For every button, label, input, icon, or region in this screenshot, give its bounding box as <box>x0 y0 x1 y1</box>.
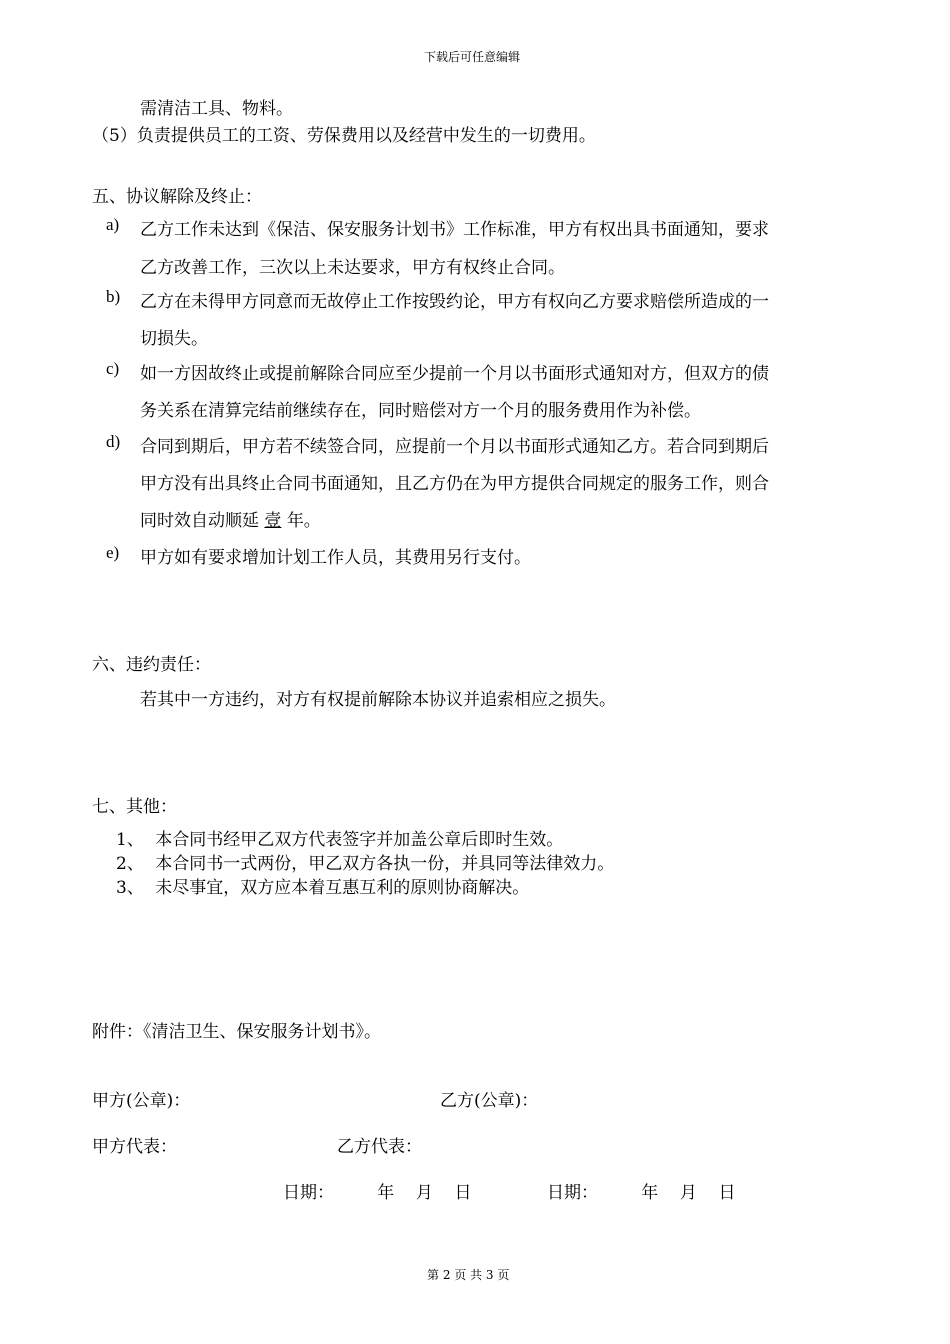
item-c-line1: 如一方因故终止或提前解除合同应至少提前一个月以书面形式通知对方，但双方的债 <box>140 364 769 384</box>
item-d-line3 <box>140 506 321 531</box>
list-number: 3、 <box>116 878 144 898</box>
item-b-line1: 乙方在未得甲方同意而无故停止工作按毁约论，甲方有权向乙方要求赔偿所造成的一 <box>140 292 769 312</box>
list-number: 2、 <box>116 854 144 874</box>
item-label-e: e) <box>106 543 120 562</box>
date-a-text: 日期： 年 月 日 <box>283 1183 472 1203</box>
party-b-rep-label: 乙方代表： <box>337 1137 422 1157</box>
item-label-a: a) <box>106 215 120 234</box>
section7-item-3 <box>116 873 529 898</box>
page-header-note: 下载后可任意编辑 <box>424 50 521 64</box>
date-a-line <box>283 1178 471 1203</box>
item-d-line1: 合同到期后，甲方若不续签合同，应提前一个月以书面形式通知乙方。若合同到期后 <box>140 437 769 457</box>
section6-title: 六、违约责任： <box>92 655 211 675</box>
section4-line: 需清洁工具、物料。 <box>140 99 293 119</box>
item-d-line3-prefix: 同时效自动顺延 <box>140 511 259 531</box>
list-number: 1、 <box>116 830 144 850</box>
item-d-line3-suffix: 年。 <box>286 511 321 531</box>
item-label-d: d) <box>106 432 121 451</box>
date-b-text: 日期： 年 月 日 <box>547 1183 736 1203</box>
date-b-line <box>547 1178 735 1203</box>
item-label-c: c) <box>106 359 120 378</box>
section6-text: 若其中一方违约，对方有权提前解除本协议并追索相应之损失。 <box>140 690 616 710</box>
item-b-line2: 切损失。 <box>140 329 208 349</box>
item-a-line2: 乙方改善工作，三次以上未达要求，甲方有权终止合同。 <box>140 258 565 278</box>
section4-item-5: （5）负责提供员工的工资、劳保费用以及经营中发生的一切费用。 <box>92 126 596 146</box>
section7-item-2 <box>116 849 614 874</box>
party-a-rep-label: 甲方代表： <box>92 1137 177 1157</box>
section5-title: 五、协议解除及终止： <box>92 187 262 207</box>
party-a-seal-label: 甲方(公章)： <box>92 1091 191 1111</box>
item-c-line2: 务关系在清算完结前继续存在，同时赔偿对方一个月的服务费用作为补偿。 <box>140 401 701 421</box>
item-a-line1: 乙方工作未达到《保洁、保安服务计划书》工作标准，甲方有权出具书面通知，要求 <box>140 220 769 240</box>
attachment-line: 附件：《清洁卫生、保安服务计划书》。 <box>92 1022 381 1042</box>
renewal-term-value: 壹 <box>264 511 282 531</box>
item-d-line2: 甲方没有出具终止合同书面通知，且乙方仍在为甲方提供合同规定的服务工作，则合 <box>140 474 769 494</box>
list-text: 本合同书一式两份，甲乙双方各执一份，并具同等法律效力。 <box>155 854 615 874</box>
page-number-footer: 第 2 页 共 3 页 <box>427 1268 510 1282</box>
section7-item-1 <box>116 825 563 850</box>
list-text: 未尽事宜，双方应本着互惠互利的原则协商解决。 <box>155 878 530 898</box>
list-text: 本合同书经甲乙双方代表签字并加盖公章后即时生效。 <box>155 830 564 850</box>
item-label-b: b) <box>106 287 121 306</box>
item-e-line1: 甲方如有要求增加计划工作人员，其费用另行支付。 <box>140 548 531 568</box>
section7-title: 七、其他： <box>92 797 177 817</box>
party-b-seal-label: 乙方(公章)： <box>440 1091 539 1111</box>
